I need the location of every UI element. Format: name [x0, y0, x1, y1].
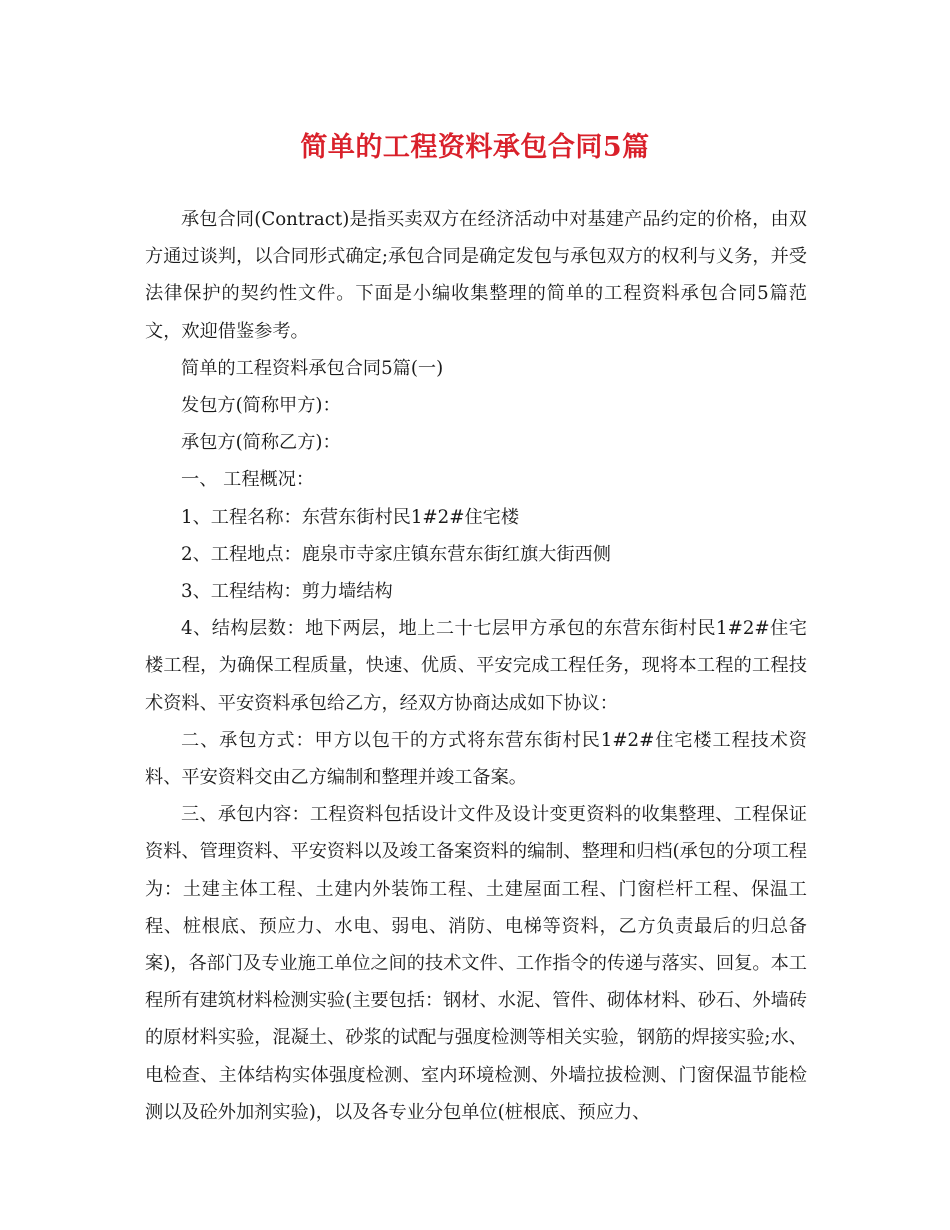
document-title: 简单的工程资料承包合同5篇	[300, 132, 650, 163]
party-b-line: 承包方(简称乙方)：	[181, 432, 341, 454]
contract-method-paragraph: 二、承包方式：甲方以包干的方式将东营东街村民1#2#住宅楼工程技术资料、平安资料交由乙方编制和整理并竣工备案。	[145, 729, 807, 789]
intro-paragraph: 承包合同(Contract)是指买卖双方在经济活动中对基建产品约定的价格，由双方通过谈判，以合同形式确定;承包合同是确定发包与承包双方的权利与义务，并受法律保护的契约性文件。下面是小编收集整理的简单的工程资料承包合同5篇范文，欢迎借鉴参考。	[145, 209, 807, 342]
section-heading: 简单的工程资料承包合同5篇(一)	[181, 357, 444, 379]
document-body	[145, 201, 807, 1131]
project-location-line: 2、工程地点：鹿泉市寺家庄镇东营东街红旗大街西侧	[181, 543, 611, 565]
project-structure-line: 3、工程结构：剪力墙结构	[181, 581, 393, 603]
contract-content-paragraph: 三、承包内容：工程资料包括设计文件及设计变更资料的收集整理、工程保证资料、管理资料、平安资料以及竣工备案资料的编制、整理和归档(承包的分项工程为：土建主体工程、土建内外装饰工程、土建屋面工程、门窗栏杆工程、保温工程、桩根底、预应力、水电、弱电、消防、电梯等资料，乙方负责最后的归总备案)，各部门及专业施工单位之间的技术文件、工作指令的传递与落实、回复。本工程所有建筑材料检测实验(主要包括：钢材、水泥、管件、砌体材料、砂石、外墙砖的原材料实验，混凝土、砂浆的试配与强度检测等相关实验，钢筋的焊接实验;水、电检查、主体结构实体强度检测、室内环境检测、外墙拉拔检测、门窗保温节能检测以及砼外加剂实验)，以及各专业分包单位(桩根底、预应力、	[145, 804, 807, 1123]
structure-floors-paragraph: 4、结构层数：地下两层，地上二十七层甲方承包的东营东街村民1#2#住宅楼工程，为确保工程质量，快速、优质、平安完成工程任务，现将本工程的工程技术资料、平安资料承包给乙方，经双方协商达成如下协议：	[145, 618, 807, 714]
party-a-line: 发包方(简称甲方)：	[181, 395, 341, 417]
project-overview-heading: 一、 工程概况：	[181, 469, 315, 491]
project-name-line: 1、工程名称：东营东街村民1#2#住宅楼	[181, 506, 520, 528]
